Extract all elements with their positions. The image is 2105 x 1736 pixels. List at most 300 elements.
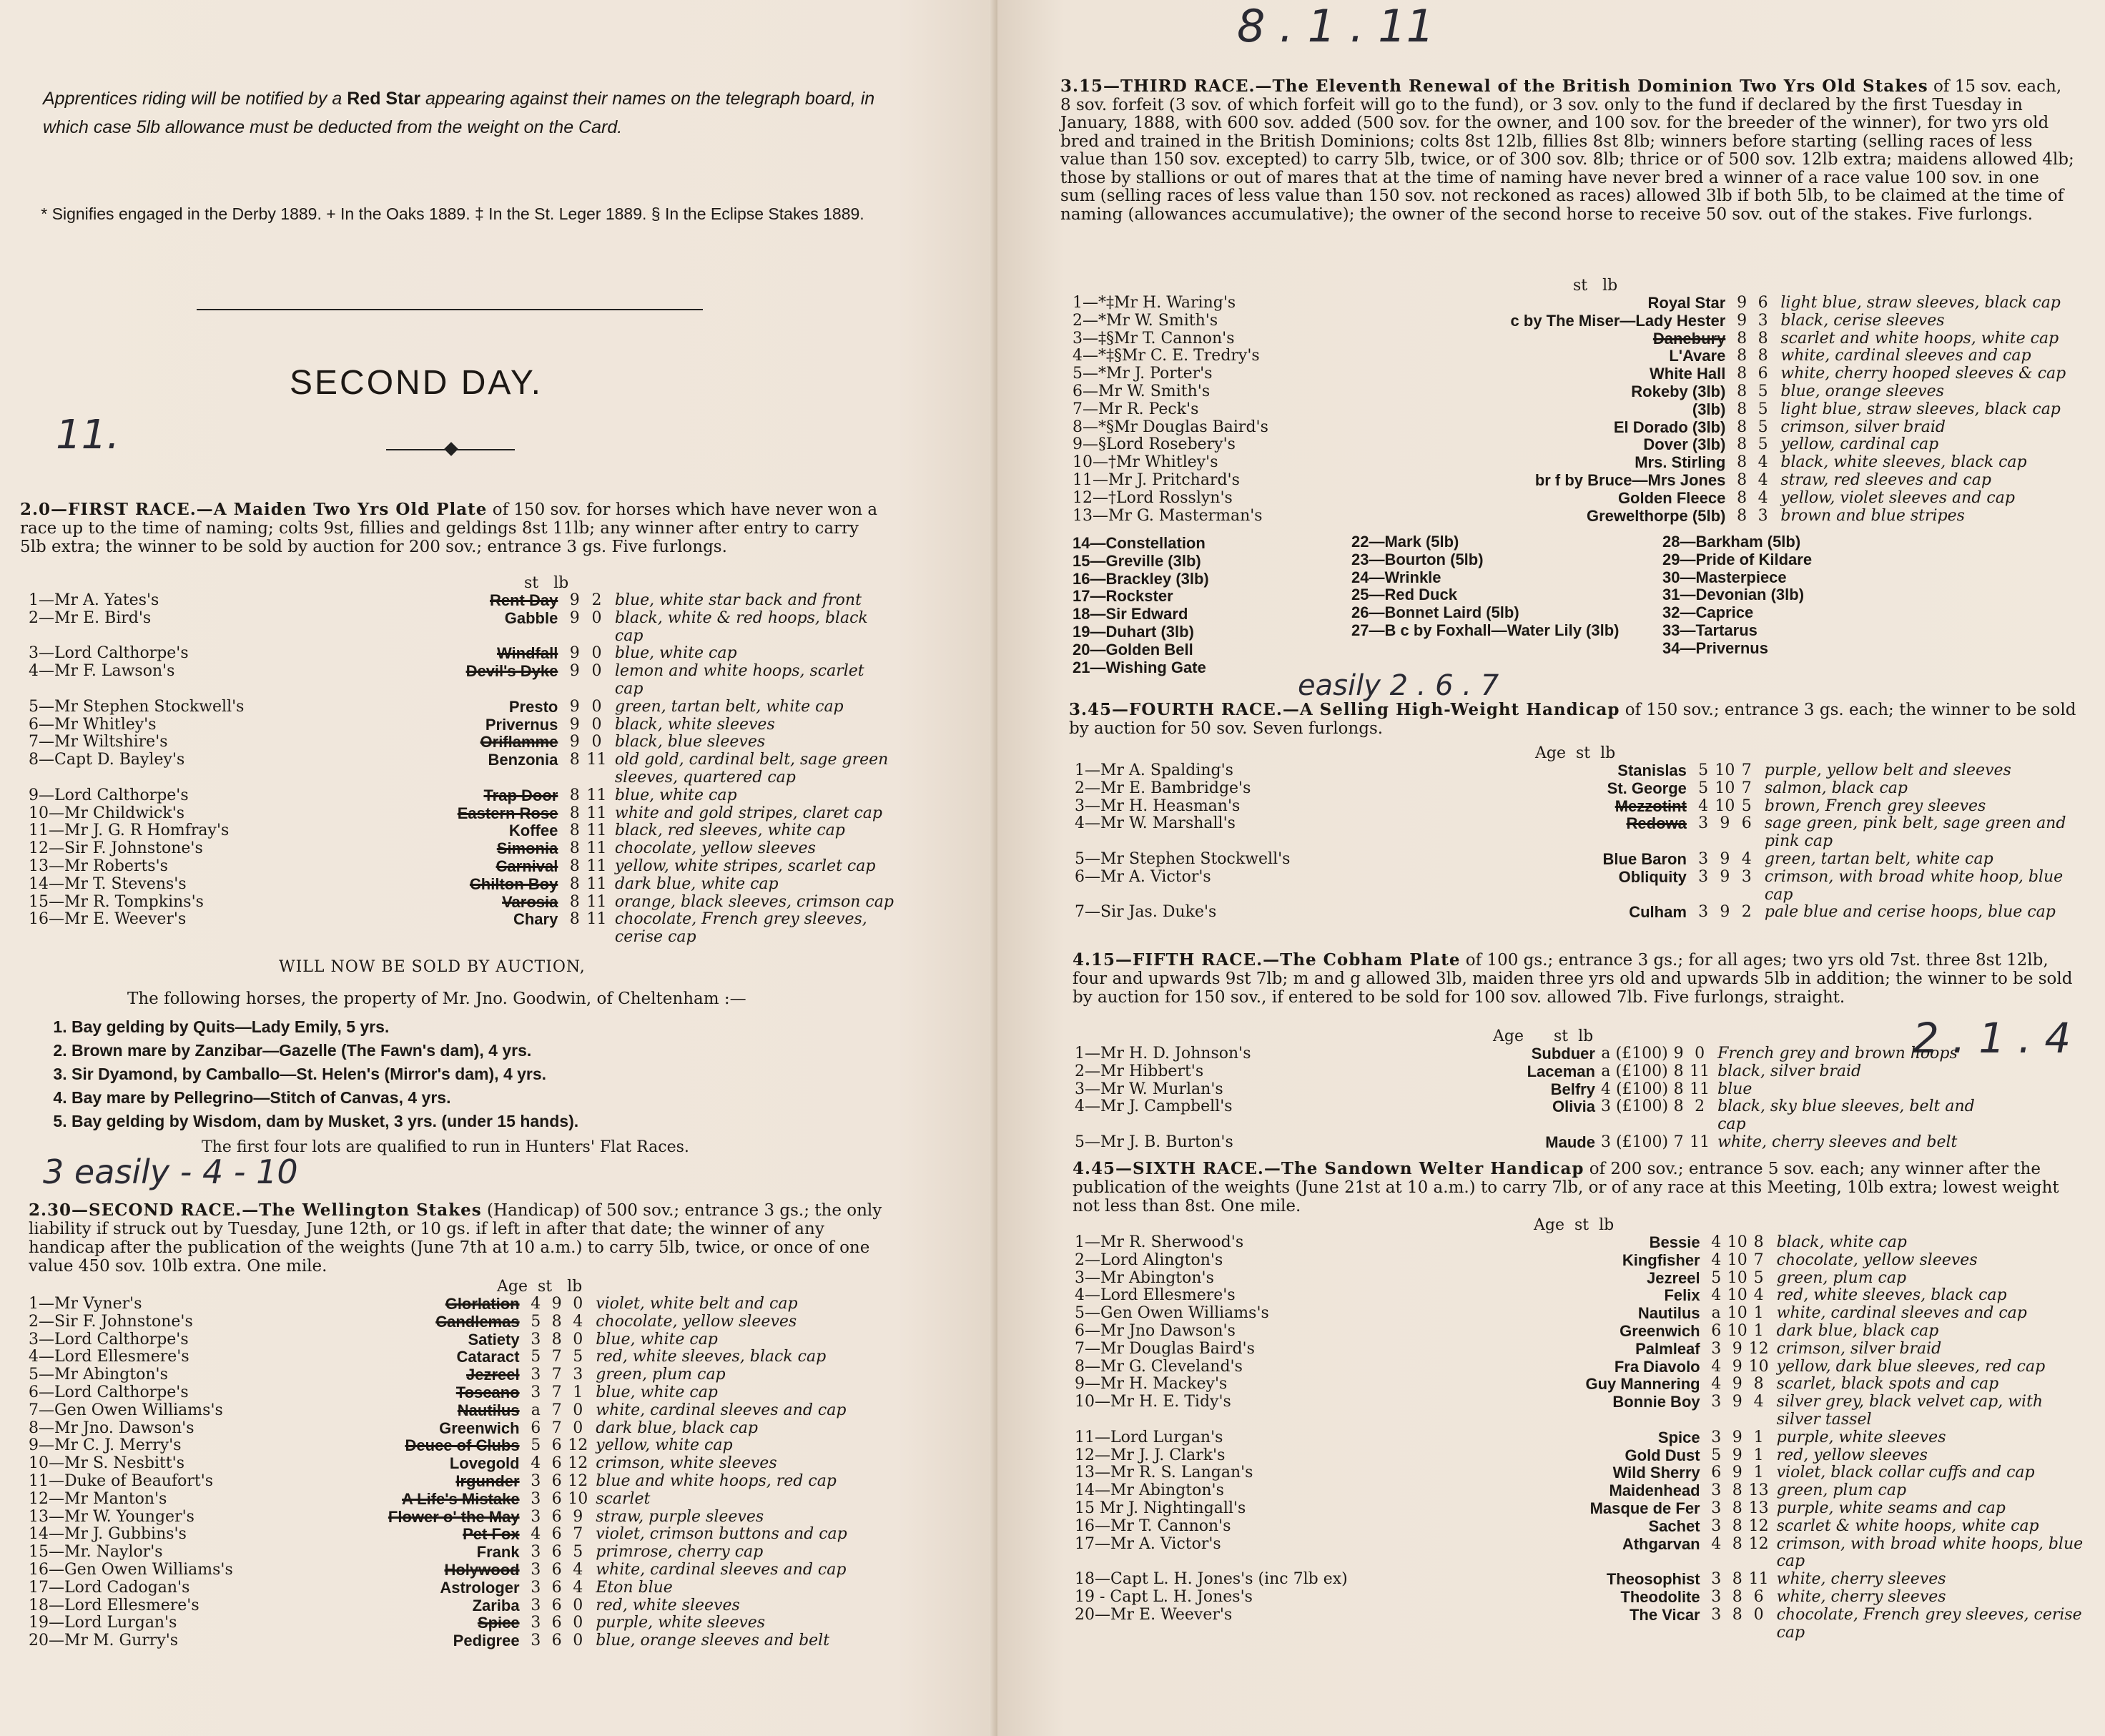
- entry-row: [1075, 1234, 2090, 1252]
- entry-row: [29, 787, 894, 805]
- weight-lb: 0: [573, 1596, 583, 1614]
- owner-name: 1—Mr A. Spalding's: [1075, 761, 1233, 779]
- owner-name: 4—Mr W. Marshall's: [1075, 814, 1236, 833]
- racing-colours: blue, white cap: [614, 786, 737, 804]
- owner-name: 10—Mr Childwick's: [29, 804, 185, 822]
- fourth-race-entries: [1075, 762, 2090, 922]
- entry-row: [1073, 490, 2088, 508]
- horse-name: Gabble: [504, 608, 558, 627]
- auction-heading: WILL NOW BE SOLD BY AUCTION,: [279, 958, 586, 976]
- weight-st: 8: [569, 857, 580, 875]
- owner-name: 14—Mr J. Gubbins's: [29, 1525, 187, 1544]
- owner-name: 20—Mr M. Gurry's: [29, 1632, 179, 1650]
- owner-name: 2—Sir F. Johnstone's: [29, 1312, 193, 1331]
- owner-name: 2—Mr Hibbert's: [1075, 1062, 1204, 1080]
- entry-row: [1075, 869, 2090, 904]
- horse-name: St. George: [1607, 779, 1687, 797]
- weight-lb: 5: [573, 1543, 583, 1562]
- weight-st: 8: [569, 892, 580, 911]
- weight-lb: 11: [586, 839, 607, 858]
- weight-st: 9: [569, 608, 580, 627]
- weight-st: 9: [569, 662, 580, 681]
- weight-st: 9: [569, 591, 580, 609]
- weight-st: 9: [569, 697, 580, 716]
- horse-name: Belfry: [1550, 1080, 1595, 1098]
- entry-row: [29, 1597, 901, 1615]
- entry-row: [1075, 1571, 2090, 1589]
- horse-name: Glorlation: [445, 1295, 520, 1313]
- entry-row: [1075, 1376, 2090, 1394]
- racing-colours: crimson, silver braid: [1780, 418, 1946, 436]
- racing-colours: crimson, white sleeves: [596, 1454, 777, 1473]
- weight-st: 10: [1715, 779, 1735, 797]
- third-race-entries: [1073, 295, 2088, 525]
- weight-lb: 1: [1753, 1304, 1764, 1323]
- horse-name: Mrs. Stirling: [1635, 453, 1726, 472]
- racing-colours: chocolate, yellow sleeves: [614, 839, 816, 858]
- horse-age: a: [531, 1401, 541, 1419]
- ornament-diamond: [444, 442, 458, 456]
- entry-row: [29, 840, 894, 858]
- racing-colours: orange, black sleeves, crimson cap: [614, 892, 894, 911]
- horse-name: Blue Baron: [1602, 849, 1687, 868]
- first-race-col-headers: st lb: [524, 574, 569, 592]
- weight-lb: 0: [591, 697, 602, 716]
- entry-row: [1075, 1518, 2090, 1536]
- racing-colours: violet, black collar cuffs and cap: [1776, 1464, 2035, 1482]
- horse-age: 3: [531, 1560, 541, 1579]
- entry-row: [29, 1437, 901, 1455]
- entry-row: [1073, 312, 2088, 330]
- horse-name: Sachet: [1648, 1516, 1700, 1535]
- weight-lb: 0: [573, 1295, 583, 1313]
- weight-lb: 5: [1741, 797, 1752, 815]
- weight-lb: 3: [1741, 867, 1752, 886]
- horse-name: Pedigree: [453, 1632, 520, 1650]
- entry-row: [1075, 1270, 2090, 1288]
- weight-st: 9: [1720, 867, 1730, 886]
- horse-age: 3: [531, 1471, 541, 1490]
- first-race-title: 2.0—FIRST RACE.—A Maiden Two Yrs Old Plate of 150 sov. for horses which have never won a race up to the time of naming; colts 9st, fillies and geldings 8st 11lb; any winner after entry to carry 5lb extra; the winner to be sold by auction for 200 sov.; entrance 3 gs. Five furlongs.: [20, 500, 878, 556]
- racing-colours: Eton blue: [596, 1578, 673, 1597]
- entry-row: [1075, 1482, 2090, 1500]
- unnamed-entry: 19—Duhart (3lb): [1073, 622, 1194, 641]
- racing-colours: scarlet, black spots and cap: [1776, 1375, 1999, 1394]
- weight-lb: 11: [1690, 1080, 1710, 1098]
- owner-name: 18—Capt L. H. Jones's (inc 7lb ex): [1075, 1570, 1348, 1589]
- weight-st: 9: [1720, 903, 1730, 922]
- racing-colours: white, cardinal sleeves and cap: [596, 1560, 847, 1579]
- horse-name: Obliquity: [1618, 867, 1687, 886]
- owner-name: 10—†Mr Whitley's: [1073, 453, 1218, 472]
- horse-age: 3: [1711, 1605, 1722, 1624]
- weight-lb: 5: [1758, 382, 1768, 400]
- weight-st: 8: [569, 804, 580, 822]
- weight-lb: 7: [1741, 761, 1752, 779]
- horse-name: Laceman: [1527, 1062, 1595, 1080]
- weight-lb: 6: [1741, 814, 1752, 833]
- horse-name: Theodolite: [1620, 1587, 1700, 1606]
- racing-colours: yellow, violet sleeves and cap: [1780, 488, 2015, 507]
- unnamed-entry: 14—Constellation: [1073, 534, 1206, 552]
- horse-age: 3: [1711, 1481, 1722, 1500]
- racing-colours: dark blue, black cap: [596, 1419, 758, 1437]
- fifth-race-title: 4.15—FIFTH RACE.—The Cobham Plate of 100 gs.; entrance 3 gs.; for all ages; two yrs old 7st. three 8st 12lb, four and upwards 9st 7lb; m and g allowed 3lb, maiden three yrs old and upwards 5lb in addition; the winner to be sold by auction for 150 sov., if entered to be sold for 100 sov. allowed 7lb. Five furlongs, straight.: [1073, 950, 2073, 1007]
- horse-age: 5: [1711, 1268, 1722, 1287]
- entry-row: [1075, 1429, 2090, 1447]
- racing-colours: blue: [1717, 1080, 1752, 1098]
- weight-lb: 13: [1748, 1499, 1769, 1517]
- unnamed-entry: 17—Rockster: [1073, 587, 1173, 606]
- owner-name: 8—Capt D. Bayley's: [29, 751, 185, 769]
- entry-row: [1073, 347, 2088, 365]
- entry-row: [1075, 1341, 2090, 1358]
- unnamed-entry: 27—B c by Foxhall—Water Lily (3lb): [1351, 621, 1620, 639]
- left-page: [0, 0, 997, 1736]
- entry-row: [1073, 330, 2088, 348]
- owner-name: 12—Sir F. Johnstone's: [29, 839, 203, 858]
- owner-name: 1—Mr H. D. Johnson's: [1075, 1045, 1251, 1062]
- horse-name: Culham: [1629, 903, 1687, 922]
- weight-st: 9: [569, 733, 580, 751]
- weight-lb: 4: [573, 1560, 583, 1579]
- entry-row: [29, 663, 894, 699]
- weight-lb: 4: [1758, 453, 1768, 472]
- horse-age: 3: [1698, 867, 1709, 886]
- owner-name: 15 Mr J. Nightingall's: [1075, 1499, 1246, 1517]
- weight-st: 8: [1737, 382, 1747, 400]
- owner-name: 2—Mr E. Bird's: [29, 608, 152, 627]
- owner-name: 12—Mr J. J. Clark's: [1075, 1446, 1226, 1464]
- horse-name: Flower o' the May: [388, 1507, 520, 1526]
- weight-st: 6: [551, 1614, 562, 1632]
- owner-name: 16—Mr E. Weever's: [29, 910, 187, 929]
- horse-name: Jezreel: [465, 1366, 520, 1384]
- horse-name: Wild Sherry: [1612, 1464, 1700, 1482]
- racing-colours: red, white sleeves, black cap: [596, 1348, 827, 1366]
- weight-lb: 7: [1753, 1251, 1764, 1269]
- horse-age: 3: [1711, 1587, 1722, 1606]
- entry-row: [29, 592, 894, 610]
- weight-st: 7: [551, 1348, 562, 1366]
- horse-age: 5: [531, 1312, 541, 1331]
- handwritten-fifth-race-odds: 2 . 1 . 4: [1913, 1014, 2071, 1062]
- horse-name: Palmleaf: [1635, 1339, 1700, 1358]
- weight-st: 6: [551, 1489, 562, 1508]
- racing-colours: crimson, with broad white hoops, blue cap: [1776, 1534, 2084, 1571]
- weight-st: 6: [551, 1632, 562, 1650]
- weight-lb: 11: [586, 892, 607, 911]
- weight-st: 8: [1673, 1062, 1684, 1080]
- racing-colours: scarlet: [596, 1489, 651, 1508]
- weight-lb: 12: [568, 1471, 588, 1490]
- weight-st: 8: [1732, 1516, 1742, 1535]
- weight-st: 6: [551, 1560, 562, 1579]
- racing-colours: black, cerise sleeves: [1780, 311, 1945, 330]
- weight-lb: 10: [568, 1489, 588, 1508]
- horse-name: Eastern Rose: [457, 804, 558, 822]
- weight-lb: 3: [573, 1366, 583, 1384]
- weight-st: 10: [1715, 797, 1735, 815]
- weight-lb: 5: [1758, 400, 1768, 418]
- entry-row: [29, 1473, 901, 1491]
- horse-name: Holywood: [444, 1560, 520, 1579]
- auction-footnote: The first four lots are qualified to run in Hunters' Flat Races.: [202, 1138, 689, 1156]
- weight-lb: 4: [1758, 470, 1768, 489]
- handwritten-date: 8 . 1 . 11: [1237, 0, 1435, 52]
- horse-age: 4: [1711, 1233, 1722, 1251]
- unnamed-entry: 20—Golden Bell: [1073, 640, 1193, 659]
- horse-age: 3: [1711, 1339, 1722, 1358]
- horse-age: 6: [1711, 1321, 1722, 1340]
- racing-colours: blue, orange sleeves and belt: [596, 1632, 830, 1650]
- entry-row: [29, 1455, 901, 1473]
- owner-name: 8—*§Mr Douglas Baird's: [1073, 418, 1268, 436]
- entry-row: [1075, 1063, 2004, 1081]
- entry-row: [1075, 1323, 2090, 1341]
- entry-row: [1073, 419, 2088, 437]
- weight-st: 6: [551, 1525, 562, 1544]
- divider: [197, 309, 703, 310]
- racing-colours: black, blue sleeves: [614, 733, 766, 751]
- owner-name: 12—†Lord Rosslyn's: [1073, 488, 1233, 507]
- auction-lot: 3. Sir Dyamond, by Camballo—St. Helen's (Mirror's dam), 4 yrs.: [72, 1062, 578, 1086]
- owner-name: 16—Gen Owen Williams's: [29, 1560, 233, 1579]
- horse-name: Mezzotint: [1615, 797, 1687, 815]
- horse-name: Devil's Dyke: [465, 662, 558, 681]
- horse-age: 3: [1698, 849, 1709, 868]
- horse-name: Pet Fox: [463, 1525, 520, 1544]
- racing-colours: white, cherry hooped sleeves & cap: [1780, 365, 2066, 383]
- unnamed-entry: 34—Privernus: [1662, 638, 1768, 657]
- entry-row: [29, 1509, 901, 1527]
- horse-name: Dover (3lb): [1643, 435, 1726, 454]
- weight-lb: 5: [1758, 418, 1768, 436]
- owner-name: 7—Mr Wiltshire's: [29, 733, 168, 751]
- weight-st: 10: [1727, 1233, 1747, 1251]
- racing-colours: white, cherry sleeves and belt: [1717, 1133, 1958, 1151]
- horse-age: 3: [1711, 1516, 1722, 1535]
- horse-age: 4: [1711, 1251, 1722, 1269]
- entry-row: [1075, 815, 2090, 851]
- weight-lb: 0: [591, 608, 602, 627]
- horse-age: 3: [531, 1632, 541, 1650]
- weight-st: 9: [1737, 294, 1747, 312]
- weight-st: 8: [1732, 1534, 1742, 1553]
- weight-st: 8: [1732, 1587, 1742, 1606]
- racing-colours: light blue, straw sleeves, black cap: [1780, 294, 2061, 312]
- horse-age: 4: [531, 1295, 541, 1313]
- weight-st: 6: [551, 1454, 562, 1473]
- horse-name: Greenwich: [1620, 1321, 1700, 1340]
- weight-st: 9: [1737, 311, 1747, 330]
- owner-name: 17—Lord Cadogan's: [29, 1578, 190, 1597]
- horse-name: Gold Dust: [1625, 1446, 1700, 1464]
- owner-name: 7—Sir Jas. Duke's: [1075, 903, 1217, 922]
- horse-name: Golden Fleece: [1617, 488, 1726, 507]
- horse-name: Subduer: [1531, 1045, 1595, 1062]
- racing-colours: green, tartan belt, white cap: [614, 697, 844, 716]
- weight-lb: 1: [1753, 1464, 1764, 1482]
- horse-name: Kingfisher: [1622, 1251, 1700, 1269]
- racing-colours: yellow, white stripes, scarlet cap: [614, 857, 876, 875]
- auction-intro: The following horses, the property of Mr. Jno. Goodwin, of Cheltenham :—: [127, 990, 746, 1008]
- unnamed-entry: 32—Caprice: [1662, 603, 1754, 622]
- racing-colours: red, white sleeves: [596, 1596, 740, 1614]
- weight-lb: 11: [1690, 1133, 1710, 1151]
- entry-row: [1075, 762, 2090, 780]
- horse-name: br f by Bruce—Mrs Jones: [1534, 470, 1726, 489]
- weight-lb: 0: [1753, 1605, 1764, 1624]
- horse-name: Benzonia: [488, 751, 558, 769]
- entry-row: [29, 1579, 901, 1597]
- racing-colours: blue, white cap: [596, 1383, 718, 1401]
- entry-row: [29, 716, 894, 734]
- owner-name: 8—Mr Jno. Dawson's: [29, 1419, 194, 1437]
- weight-st: 7: [1673, 1133, 1684, 1151]
- entry-row: [29, 1296, 901, 1313]
- weight-st: 10: [1727, 1321, 1747, 1340]
- auction-lot: 1. Bay gelding by Quits—Lady Emily, 5 yrs.: [72, 1015, 578, 1039]
- unnamed-entry: 16—Brackley (3lb): [1073, 569, 1209, 588]
- weight-st: 8: [1737, 418, 1747, 436]
- entry-row: [29, 1313, 901, 1331]
- owner-name: 15—Mr R. Tompkins's: [29, 892, 204, 911]
- owner-name: 4—Mr J. Campbell's: [1075, 1098, 1233, 1116]
- weight-lb: 5: [1753, 1268, 1764, 1287]
- horse-name: Theosophist: [1606, 1570, 1700, 1589]
- owner-name: 19—Lord Lurgan's: [29, 1614, 177, 1632]
- racing-colours: white, cardinal sleeves and cap: [1776, 1304, 2027, 1323]
- weight-lb: 8: [1758, 329, 1768, 347]
- weight-lb: 8: [1753, 1375, 1764, 1394]
- weight-st: 8: [1732, 1570, 1742, 1589]
- weight-lb: 11: [1748, 1570, 1769, 1589]
- weight-st: 9: [1720, 849, 1730, 868]
- entry-row: [29, 1526, 901, 1544]
- racing-colours: chocolate, French grey sleeves, cerise cap: [614, 910, 867, 947]
- weight-st: 9: [1732, 1464, 1742, 1482]
- weight-lb: 11: [586, 822, 607, 840]
- weight-st: 8: [569, 751, 580, 769]
- second-race-col-headers: Age st lb: [497, 1278, 583, 1296]
- entry-row: [1075, 1287, 2090, 1305]
- owner-name: 11—Mr J. G. R Homfray's: [29, 822, 230, 840]
- owner-name: 20—Mr E. Weever's: [1075, 1605, 1233, 1624]
- weight-st: 6: [551, 1507, 562, 1526]
- handwritten-second-race-odds: 3 easily - 4 - 10: [43, 1153, 298, 1191]
- owner-name: 5—Mr Stephen Stockwell's: [29, 697, 245, 716]
- racing-colours: salmon, black cap: [1764, 779, 1908, 797]
- horse-age: 5: [1698, 779, 1709, 797]
- weight-st: 10: [1727, 1304, 1747, 1323]
- weight-st: 8: [1673, 1080, 1684, 1098]
- horse-name: Nautilus: [457, 1401, 520, 1419]
- owner-name: 13—Mr Roberts's: [29, 857, 168, 875]
- auction-lot: 5. Bay gelding by Wisdom, dam by Musket, 3 yrs. (under 15 hands).: [72, 1110, 578, 1133]
- horse-name: Toscano: [455, 1383, 520, 1401]
- entry-row: [1073, 472, 2088, 490]
- weight-lb: 4: [1741, 849, 1752, 868]
- racing-colours: brown, French grey sleeves: [1764, 797, 1986, 815]
- horse-name: Grewelthorpe (5lb): [1586, 506, 1726, 525]
- weight-st: 8: [1737, 347, 1747, 365]
- weight-st: 8: [569, 786, 580, 804]
- weight-lb: 4: [573, 1578, 583, 1597]
- weight-st: 6: [551, 1436, 562, 1455]
- owner-name: 11—Lord Lurgan's: [1075, 1428, 1223, 1446]
- horse-name: Windfall: [496, 644, 558, 663]
- apprentice-notice: Apprentices riding will be notified by a Red Star appearing against their names on the telegraph board, in which case 5lb allowance must be deducted from the weight on the Card.: [43, 89, 875, 137]
- entry-row: [29, 1491, 901, 1509]
- racing-colours: green, tartan belt, white cap: [1764, 849, 1993, 868]
- unnamed-entry: 29—Pride of Kildare: [1662, 550, 1813, 568]
- entry-row: [29, 894, 894, 912]
- horse-age: 4: [1711, 1375, 1722, 1394]
- weight-st: 8: [1737, 435, 1747, 454]
- owner-name: 18—Lord Ellesmere's: [29, 1596, 199, 1614]
- horse-name: Privernus: [485, 715, 558, 734]
- horse-age: 5: [531, 1436, 541, 1455]
- owner-name: 16—Mr T. Cannon's: [1075, 1516, 1231, 1535]
- weight-lb: 2: [591, 591, 602, 609]
- weight-lb: 13: [1748, 1481, 1769, 1500]
- horse-age: 3: [1711, 1428, 1722, 1446]
- unnamed-entry: 25—Red Duck: [1351, 586, 1457, 604]
- weight-st: 8: [551, 1312, 562, 1331]
- racing-colours: white, cherry sleeves: [1776, 1570, 1946, 1589]
- horse-age: 4: [531, 1525, 541, 1544]
- entry-row: [29, 1384, 901, 1402]
- owner-name: 1—Mr R. Sherwood's: [1075, 1233, 1244, 1251]
- racing-colours: green, plum cap: [1776, 1268, 1907, 1287]
- horse-age: 4: [531, 1454, 541, 1473]
- weight-st: 8: [1732, 1499, 1742, 1517]
- racing-colours: blue, white cap: [596, 1330, 718, 1348]
- weight-lb: 6: [1753, 1587, 1764, 1606]
- owner-name: 13—Mr G. Masterman's: [1073, 506, 1263, 525]
- weight-lb: 11: [586, 786, 607, 804]
- weight-st: 8: [1737, 329, 1747, 347]
- horse-name: Satiety: [468, 1330, 520, 1348]
- horse-name: Irgunder: [455, 1471, 520, 1490]
- weight-st: 7: [551, 1401, 562, 1419]
- weight-lb: 11: [586, 751, 607, 769]
- horse-age: a (£100): [1601, 1045, 1668, 1062]
- owner-name: 7—Mr Douglas Baird's: [1075, 1339, 1255, 1358]
- weight-st: 10: [1727, 1268, 1747, 1287]
- third-race-title: 3.15—THIRD RACE.—The Eleventh Renewal of the British Dominion Two Yrs Old Stakes of 15 sov. each, 8 sov. forfeit (3 sov. of which forfeit will go to the fund), or 3 sov. only to the fund if declared by the first Tuesday in January, 1888, with 600 sov. added (500 sov. for the owner, and 100 sov. for the breeder of the winner), for two yrs old bred and trained in the British Dominions; colts 8st 12lb, fillies 8st 8lb; winners before starting (selling races of less value than 150 sov. excepted) to carry 5lb, twice, or of 300 sov. 8lb; thrice or of 500 sov. 12lb extra; maidens allowed 4lb; those by stallions or out of mares that at the time of naming have never bred a winner of a race value 100 sov. in one sum (selling races of less value than 150 sov. not reckoned as races) allowed 3lb if both 5lb, to be claimed at the time of naming (allowances accumulative); the owner of the second horse to receive 50 sov. out of the stakes. Five furlongs.: [1060, 77, 2074, 224]
- entry-row: [29, 1402, 901, 1420]
- weight-lb: 5: [573, 1348, 583, 1366]
- racing-colours: silver grey, black velvet cap, with silver tassel: [1776, 1393, 2044, 1429]
- owner-name: 1—*‡Mr H. Waring's: [1073, 294, 1236, 312]
- weight-st: 8: [1737, 453, 1747, 472]
- weight-lb: 8: [1753, 1233, 1764, 1251]
- horse-name: Maidenhead: [1609, 1481, 1700, 1500]
- horse-name: Spice: [477, 1614, 520, 1632]
- owner-name: 2—Lord Alington's: [1075, 1251, 1223, 1269]
- horse-age: 3: [531, 1366, 541, 1384]
- weight-lb: 0: [591, 662, 602, 681]
- owner-name: 4—Mr F. Lawson's: [29, 662, 175, 681]
- horse-name: Rent Day: [489, 591, 558, 609]
- entry-row: [1075, 1447, 2090, 1465]
- third-race-extra-col2: [1351, 533, 1619, 640]
- entry-row: [29, 1632, 901, 1650]
- horse-age: 6: [531, 1419, 541, 1437]
- sixth-race-col-headers: Age st lb: [1534, 1216, 1615, 1234]
